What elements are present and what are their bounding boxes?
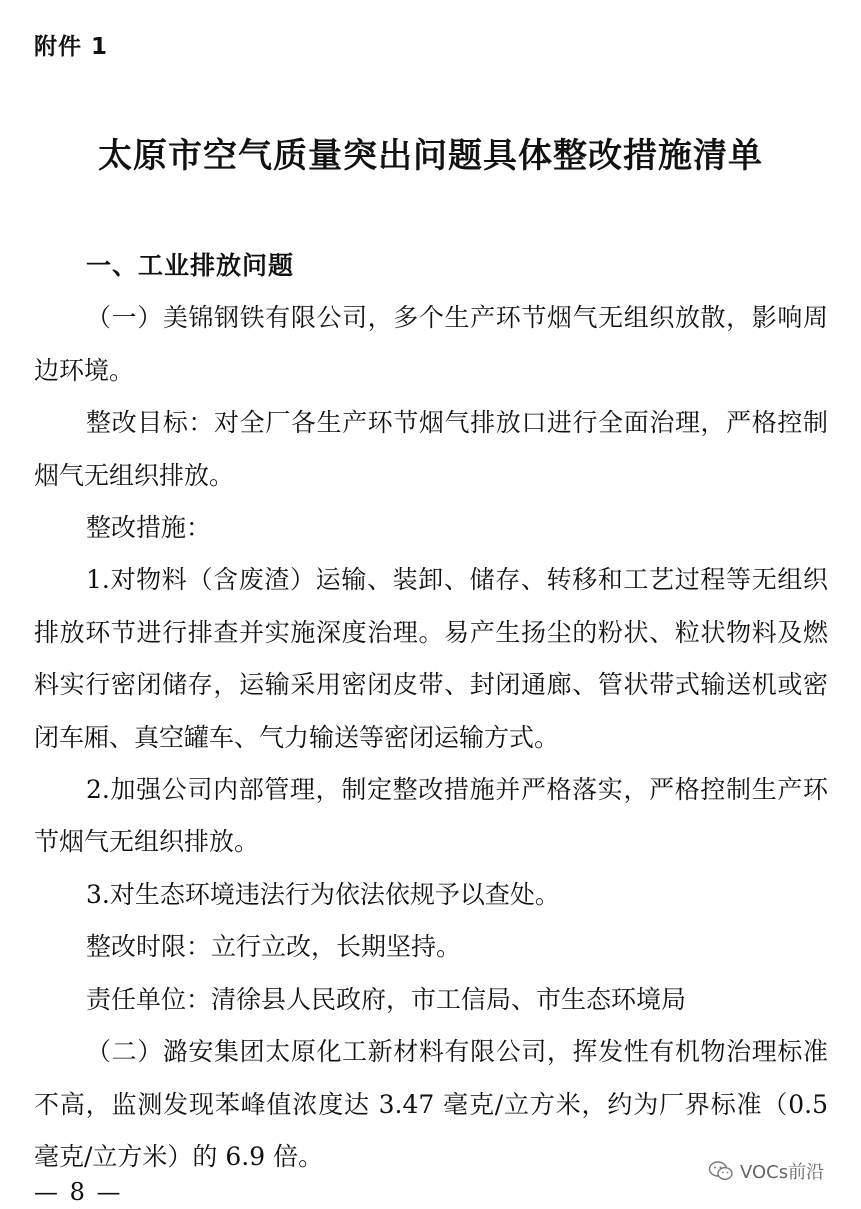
page-number: — 8 — bbox=[34, 1178, 123, 1206]
document-body bbox=[34, 240, 828, 1183]
paragraph-issue-1: （一）美锦钢铁有限公司，多个生产环节烟气无组织放散，影响周边环境。 bbox=[34, 303, 828, 385]
paragraph-deadline: 整改时限：立行立改，长期坚持。 bbox=[86, 932, 462, 962]
section-heading: 一、工业排放问题 bbox=[86, 251, 295, 280]
document-title: 太原市空气质量突出问题具体整改措施清单 bbox=[98, 136, 763, 176]
watermark-text: VOCs前沿 bbox=[740, 1162, 825, 1183]
paragraph-target: 整改目标：对全厂各生产环节烟气排放口进行全面治理，严格控制烟气无组织排放。 bbox=[34, 408, 828, 490]
paragraph-issue-2: （二）潞安集团太原化工新材料有限公司，挥发性有机物治理标准不高，监测发现苯峰值浓度达 3.47 毫克/立方米，约为厂界标准（0.5 毫克/立方米）的 6.9 倍。 bbox=[34, 1037, 828, 1171]
wechat-icon bbox=[708, 1160, 734, 1182]
watermark bbox=[708, 1158, 824, 1184]
paragraph-measure-3: 3.对生态环境违法行为依法依规予以查处。 bbox=[86, 879, 560, 909]
attachment-label: 附件 1 bbox=[34, 34, 109, 60]
paragraph-responsible: 责任单位：清徐县人民政府，市工信局、市生态环境局 bbox=[86, 984, 687, 1014]
paragraph-measures-label: 整改措施： bbox=[86, 513, 212, 543]
paragraph-measure-2: 2.加强公司内部管理，制定整改措施并严格落实，严格控制生产环节烟气无组织排放。 bbox=[34, 775, 828, 857]
paragraph-measure-1: 1.对物料（含废渣）运输、装卸、储存、转移和工艺过程等无组织排放环节进行排查并实施深度治理。易产生扬尘的粉状、粒状物料及燃料实行密闭储存，运输采用密闭皮带、封闭通廊、管状带式输送机或密闭车厢、真空罐车、气力输送等密闭运输方式。 bbox=[34, 565, 828, 752]
